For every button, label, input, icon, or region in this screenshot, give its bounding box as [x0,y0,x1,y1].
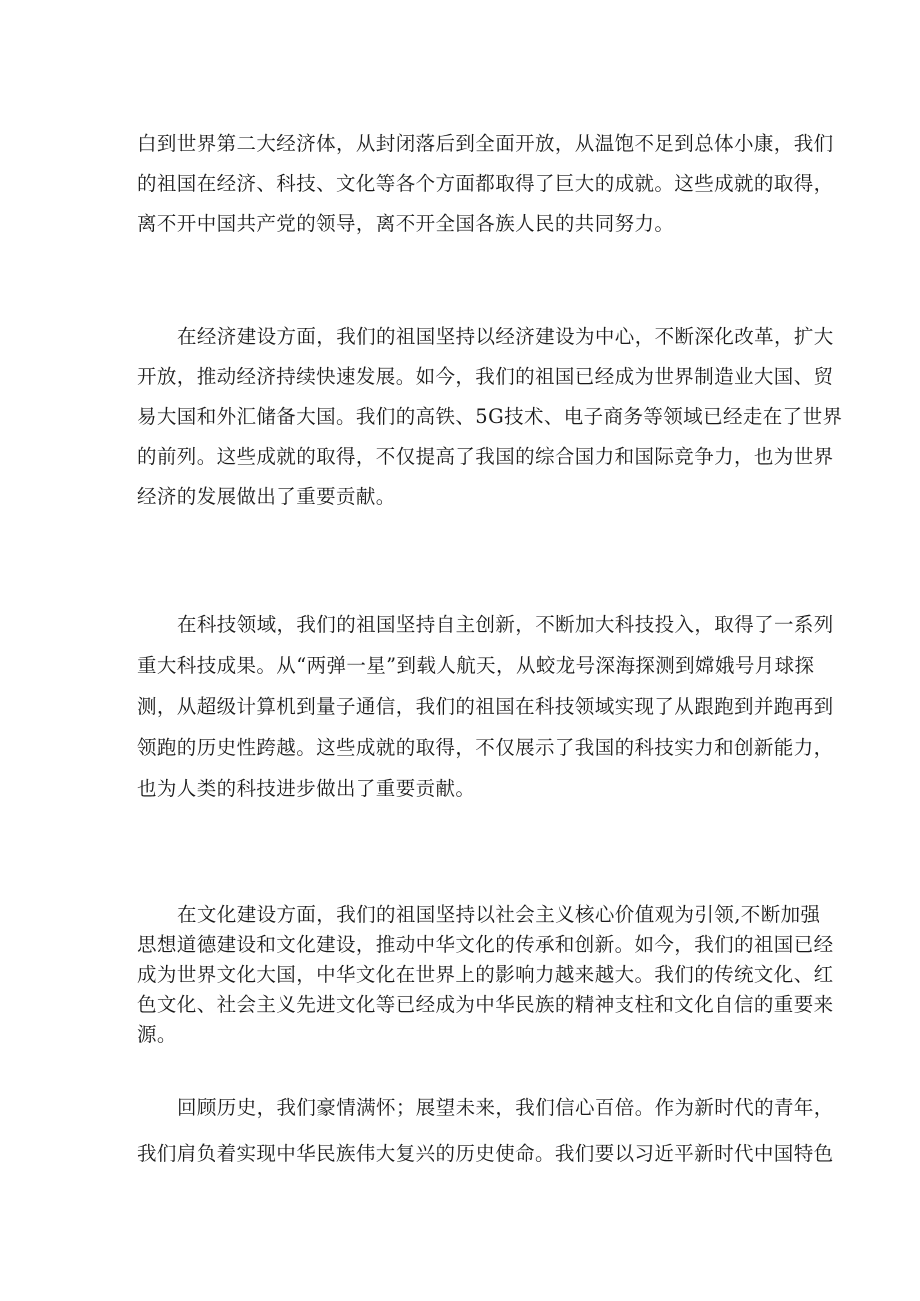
paragraph-technology [137,604,834,809]
text-line: 的前列。这些成就的取得，不仅提高了我国的综合国力和国际竞争力，也为世界 [137,445,834,468]
text-line: 的祖国在经济、科技、文化等各个方面都取得了巨大的成就。这些成就的取得， [137,172,834,195]
paragraph-culture [137,900,834,1050]
text-line: 成为世界文化大国，中华文化在世界上的影响力越来越大。我们的传统文化、红 [137,963,834,986]
text-line: 易大国和外汇储备大国。我们的高铁、5G技术、电子商务等领域已经走在了世界 [137,405,843,428]
text-line: 重大科技成果。从“两弹一星”到载人航天，从蛟龙号深海探测到嫦娥号月球探 [137,654,815,677]
text-line: 思想道德建设和文化建设，推动中华文化的传承和创新。如今，我们的祖国已经 [137,933,834,956]
paragraph-achievements-summary [137,124,834,244]
text-line: 色文化、社会主义先进文化等已经成为中华民族的精神支柱和文化自信的重要来 [137,993,834,1016]
text-line: 我们肩负着实现中华民族伟大复兴的历史使命。我们要以习近平新时代中国特色 [137,1142,834,1165]
paragraph-outlook [137,1085,834,1177]
text-line: 在科技领域，我们的祖国坚持自主创新，不断加大科技投入，取得了一系列 [177,613,834,636]
text-line: 也为人类的科技进步做出了重要贡献。 [137,777,476,800]
text-line: 经济的发展做出了重要贡献。 [137,485,396,508]
text-line: 开放，推动经济持续快速发展。如今，我们的祖国已经成为世界制造业大国、贸 [137,365,834,388]
text-line: 回顾历史，我们豪情满怀；展望未来，我们信心百倍。作为新时代的青年， [177,1096,834,1119]
text-line: 源。 [137,1023,177,1046]
paragraph-economy [137,317,843,517]
text-line: 离不开中国共产党的领导，离不开全国各族人民的共同努力。 [137,212,675,235]
text-line: 白到世界第二大经济体，从封闭落后到全面开放，从温饱不足到总体小康，我们 [137,132,834,155]
text-line: 在经济建设方面，我们的祖国坚持以经济建设为中心，不断深化改革，扩大 [177,325,834,348]
text-line: 领跑的历史性跨越。这些成就的取得，不仅展示了我国的科技实力和创新能力， [137,736,834,759]
text-line: 测，从超级计算机到量子通信，我们的祖国在科技领域实现了从跟跑到并跑再到 [137,695,834,718]
text-line: 在文化建设方面，我们的祖国坚持以社会主义核心价值观为引领,不断加强 [177,903,821,926]
